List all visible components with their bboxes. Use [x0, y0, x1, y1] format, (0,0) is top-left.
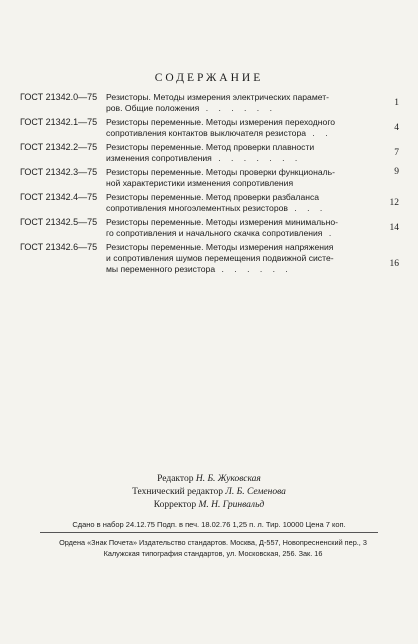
toc-page-number: 4 — [394, 123, 399, 133]
toc-code: ГОСТ 21342.3—75 — [20, 167, 98, 177]
toc-entry-3 — [20, 167, 405, 189]
printer-line: Калужская типография стандартов, ул. Московская, 256. Зак. 16 — [103, 549, 323, 558]
toc-line: го сопротивления и начального скачка сопротивления — [106, 228, 323, 238]
credits-block — [0, 473, 418, 512]
table-of-contents — [20, 92, 405, 278]
toc-line: ров. Общие положения — [106, 103, 200, 113]
toc-line: Резисторы переменные. Методы измерения переходного — [106, 117, 336, 127]
toc-code: ГОСТ 21342.0—75 — [20, 92, 98, 102]
toc-code: ГОСТ 21342.2—75 — [20, 142, 98, 152]
toc-entry-6: ГОСТ 21342.6—75 Резисторы переменные. Методы измерения напряжения и сопротивления шумов перемещения подвижной систе- мы переменного резистора . . . . . . 16 — [20, 242, 399, 274]
toc-code: ГОСТ 21342.4—75 — [20, 192, 98, 202]
toc-entry-0: ГОСТ 21342.0—75 Резисторы. Методы измерения электрических парамет- ров. Общие положения . . . . . . 1 — [20, 92, 399, 113]
tech-editor-name: Л. Б. Семенова — [225, 487, 286, 497]
toc-page-number: 7 — [394, 148, 399, 158]
editor-role: Редактор — [157, 474, 194, 484]
toc-line: сопротивления контактов выключателя резистора — [106, 128, 307, 138]
toc-line: Резисторы переменные. Методы проверки функциональ- — [106, 167, 335, 177]
page-title: СОДЕРЖАНИЕ — [154, 72, 264, 84]
toc-entry-5: ГОСТ 21342.5—75 Резисторы переменные. Методы измерения минимально- го сопротивления и начального скачка сопротивления . 14 — [20, 217, 399, 238]
toc-line: ной характеристики изменения сопротивления — [106, 178, 294, 188]
toc-line: Резисторы. Методы измерения электрических парамет- — [106, 92, 330, 102]
toc-page-number: 9 — [394, 167, 399, 177]
toc-code: ГОСТ 21342.1—75 — [20, 117, 98, 127]
toc-page-number: 14 — [389, 223, 399, 233]
toc-line: Резисторы переменные. Методы измерения напряжения — [106, 242, 334, 252]
toc-page-number: 16 — [389, 259, 399, 269]
publisher-info — [28, 537, 398, 559]
toc-line: Резисторы переменные. Метод проверки разбаланса — [106, 192, 320, 202]
publisher-line: Ордена «Знак Почета» Издательство стандартов. Москва, Д-557, Новопресненский пер., 3 — [59, 538, 367, 547]
divider — [40, 532, 378, 533]
tech-editor-role: Технический редактор — [132, 487, 224, 497]
toc-line: сопротивления многоэлементных резисторов — [106, 203, 288, 213]
toc-entry-4: ГОСТ 21342.4—75 Резисторы переменные. Метод проверки разбаланса сопротивления многоэлементных резисторов . . . 12 — [20, 192, 399, 213]
toc-line: Резисторы переменные. Метод проверки плавности — [106, 142, 315, 152]
toc-entry-1: ГОСТ 21342.1—75 Резисторы переменные. Методы измерения переходного сопротивления контактов выключателя резистора . . 4 — [20, 117, 399, 138]
corrector-role: Корректор — [153, 500, 197, 510]
toc-line: изменения сопротивления — [106, 153, 212, 163]
toc-entry-2: ГОСТ 21342.2—75 Резисторы переменные. Метод проверки плавности изменения сопротивления . . . . . . . 7 — [20, 142, 399, 163]
corrector-name: М. Н. Гринвальд — [198, 500, 265, 510]
toc-line: и сопротивления шумов перемещения подвижной систе- — [106, 253, 334, 263]
print-info: Сдано в набор 24.12.75 Подп. в печ. 18.02.76 1,25 п. л. Тир. 10000 Цена 7 коп. — [72, 520, 346, 529]
toc-code: ГОСТ 21342.6—75 — [20, 242, 98, 252]
toc-page-number: 1 — [394, 98, 399, 108]
toc-code: ГОСТ 21342.5—75 — [20, 217, 98, 227]
toc-page-number: 12 — [389, 198, 399, 208]
toc-line: мы переменного резистора — [106, 264, 216, 274]
editor-name: Н. Б. Жуковская — [195, 474, 261, 484]
toc-line: Резисторы переменные. Методы измерения минимально- — [106, 217, 339, 227]
